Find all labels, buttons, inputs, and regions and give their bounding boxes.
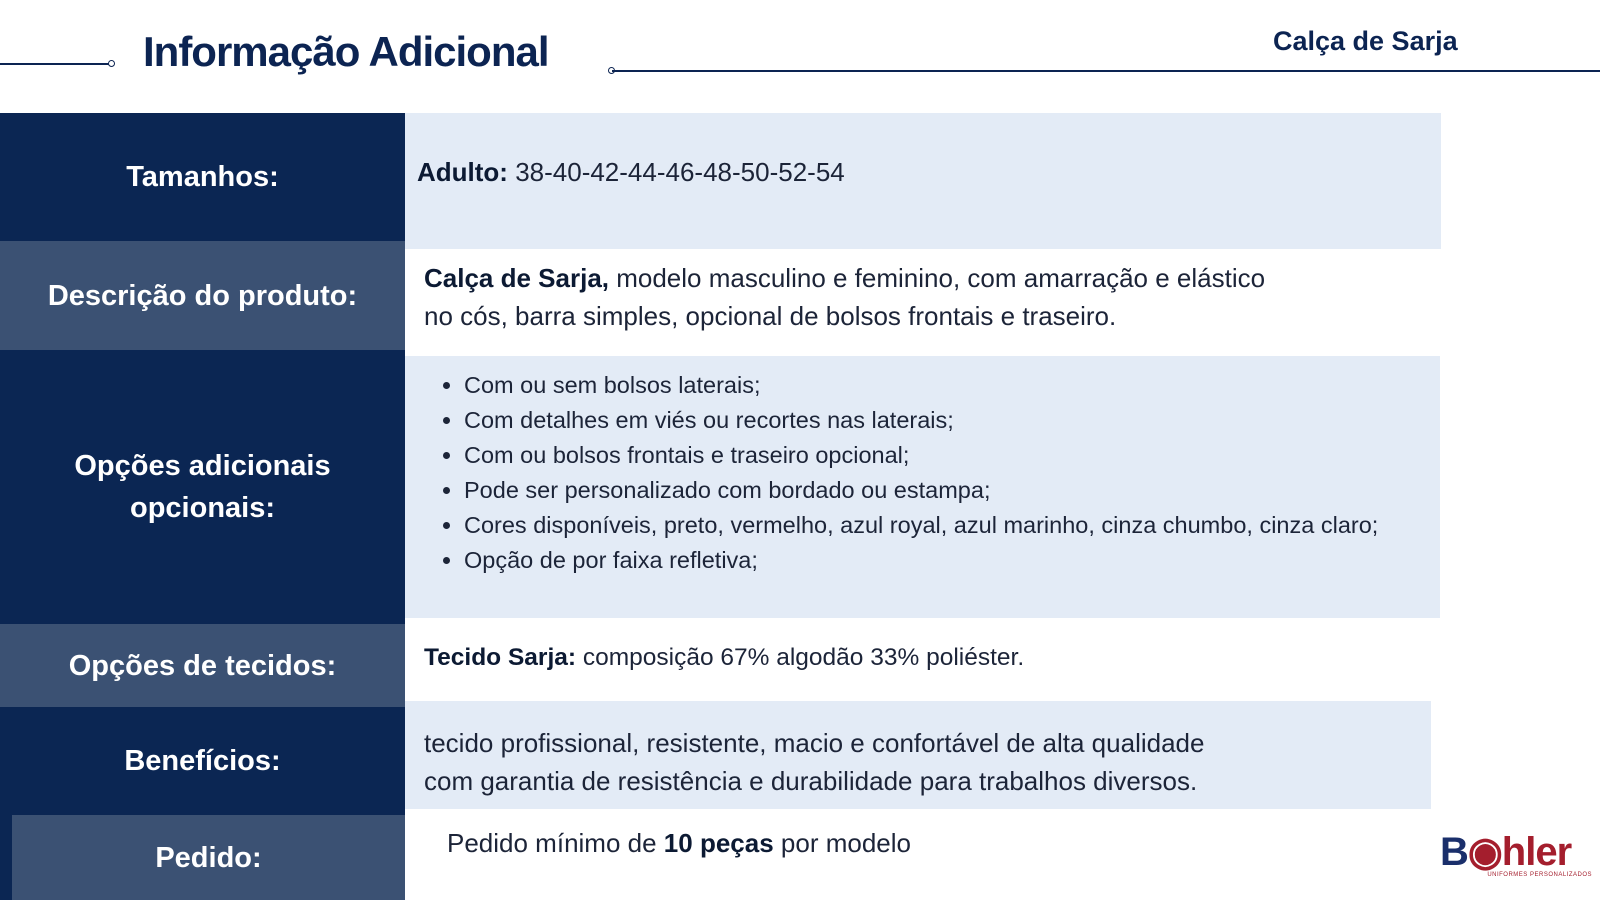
logo-globe-icon: ◉ <box>1467 830 1502 874</box>
description-content <box>405 259 1435 335</box>
description-label-text: Descrição do produto: <box>47 279 358 312</box>
product-name: Calça de Sarja <box>1273 26 1458 56</box>
sizes-label <box>0 113 405 241</box>
header-line-right <box>612 70 1600 72</box>
list-item: • Opção de por faixa refletiva; <box>464 543 1440 578</box>
header-line-left-dot <box>108 60 115 67</box>
order-label-strip <box>0 815 12 900</box>
fabrics-prefix: Tecido Sarja: <box>424 644 577 671</box>
benefits-label-text: Benefícios: <box>124 745 281 777</box>
order-content <box>447 824 911 862</box>
order-label-text: Pedido: <box>155 841 262 874</box>
list-item: • Pode ser personalizado com bordado ou estampa; <box>464 473 1440 508</box>
options-label-line2: opcionais: <box>129 492 275 524</box>
order-quantity: 10 peças <box>663 828 774 858</box>
benefits-content <box>405 701 1431 809</box>
sizes-value: 38-40-42-44-46-48-50-52-54 <box>507 157 845 187</box>
fabrics-value: composição 67% algodão 33% poliéster. <box>576 644 1025 671</box>
options-label <box>0 350 405 624</box>
fabrics-content <box>405 639 1435 677</box>
order-label <box>12 815 405 900</box>
description-label <box>0 241 405 350</box>
options-content <box>405 356 1440 618</box>
benefits-line2: com garantia de resistência e durabilidade para trabalhos diversos. <box>424 766 1198 796</box>
description-prefix: Calça de Sarja, <box>424 263 609 293</box>
list-item: • Com detalhes em viés ou recortes nas laterais; <box>464 403 1440 438</box>
list-item: • Cores disponíveis, preto, vermelho, azul royal, azul marinho, cinza chumbo, cinza claro; <box>464 508 1440 543</box>
order-before: Pedido mínimo de <box>447 828 664 858</box>
sizes-content <box>405 113 1441 249</box>
order-after: por modelo <box>773 828 911 858</box>
options-list <box>405 368 1440 578</box>
sizes-prefix: Adulto: <box>417 157 508 187</box>
sizes-label-text: Tamanhos: <box>126 161 279 193</box>
page-title: Informação Adicional <box>143 28 549 75</box>
description-line1: modelo masculino e feminino, com amarração e elástico <box>609 263 1266 293</box>
list-item: • Com ou sem bolsos laterais; <box>464 368 1440 403</box>
fabrics-label-text: Opções de tecidos: <box>68 649 337 682</box>
fabrics-label <box>0 624 405 707</box>
list-item: • Com ou bolsos frontais e traseiro opcional; <box>464 438 1440 473</box>
description-line2: no cós, barra simples, opcional de bolsos frontais e traseiro. <box>424 301 1117 331</box>
options-label-line1: Opções adicionais <box>74 450 331 482</box>
benefits-label <box>0 707 405 815</box>
brand-logo: B◉hler UNIFORMES PERSONALIZADOS <box>1440 830 1592 878</box>
header-line-left <box>0 63 110 65</box>
benefits-line1: tecido profissional, resistente, macio e confortável de alta qualidade <box>424 728 1205 758</box>
